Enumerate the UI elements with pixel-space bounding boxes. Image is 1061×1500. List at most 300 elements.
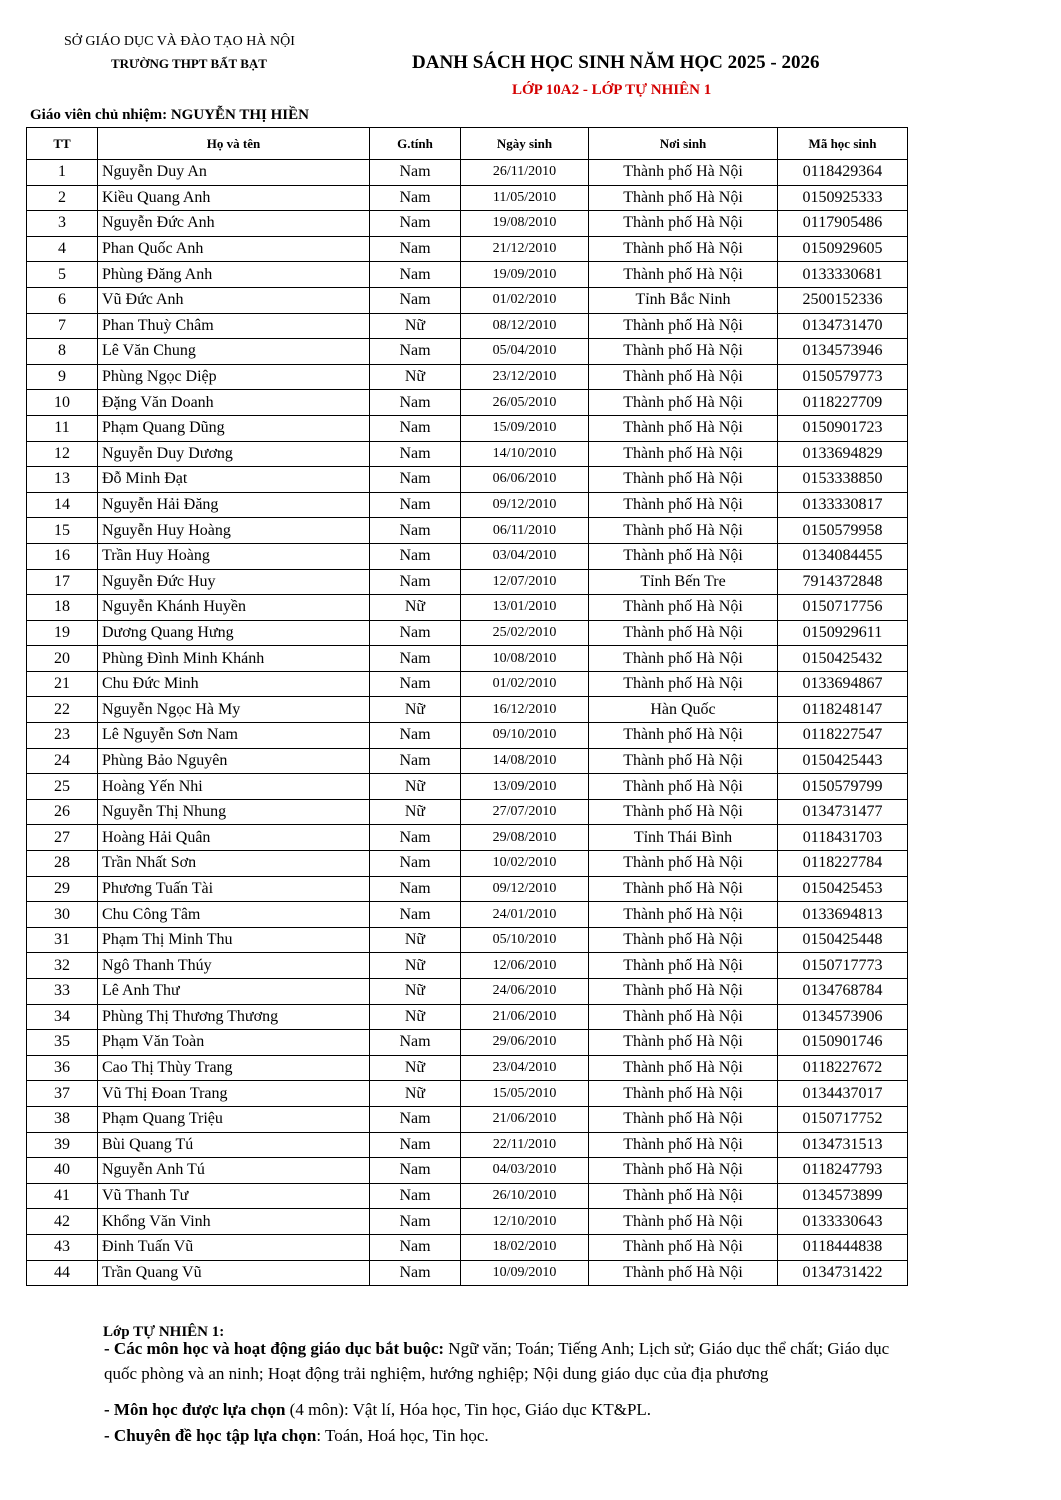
gender: Nam	[370, 902, 461, 928]
birth-date: 09/12/2010	[461, 876, 589, 902]
student-id: 0118227672	[778, 1055, 908, 1081]
table-row	[27, 595, 908, 621]
row-number: 44	[27, 1260, 98, 1286]
student-id: 0133694829	[778, 441, 908, 467]
compulsory-text: Ngữ văn; Toán; Tiếng Anh; Lịch sử; Giáo dục thể chất; Giáo dục quốc phòng và an ninh; Hoạt động trải nghiệm, hướng nghiệp; Nội dung giáo dục của địa phương	[104, 1339, 890, 1383]
birth-place: Hàn Quốc	[589, 697, 778, 723]
table-row	[27, 825, 908, 851]
table-row	[27, 185, 908, 211]
birth-date: 06/06/2010	[461, 467, 589, 493]
table-row	[27, 1132, 908, 1158]
gender: Nam	[370, 569, 461, 595]
table-row	[27, 415, 908, 441]
gender: Nữ	[370, 953, 461, 979]
class-subtitle: LỚP 10A2 - LỚP TỰ NHIÊN 1	[512, 82, 712, 98]
student-name: Phan Quốc Anh	[98, 236, 370, 262]
birth-place: Tỉnh Bắc Ninh	[589, 287, 778, 313]
birth-date: 16/12/2010	[461, 697, 589, 723]
row-number: 11	[27, 415, 98, 441]
student-name: Nguyễn Hải Đăng	[98, 492, 370, 518]
row-number: 32	[27, 953, 98, 979]
student-id: 0150929611	[778, 620, 908, 646]
row-number: 43	[27, 1234, 98, 1260]
student-name: Kiều Quang Anh	[98, 185, 370, 211]
column-header-birthplace: Nơi sinh	[589, 128, 778, 160]
birth-place: Thành phố Hà Nội	[589, 953, 778, 979]
row-number: 20	[27, 646, 98, 672]
student-name: Ngô Thanh Thúy	[98, 953, 370, 979]
student-id: 0150579773	[778, 364, 908, 390]
table-row	[27, 646, 908, 672]
student-id: 0134573906	[778, 1004, 908, 1030]
gender: Nam	[370, 1183, 461, 1209]
row-number: 42	[27, 1209, 98, 1235]
table-row	[27, 953, 908, 979]
birth-date: 26/11/2010	[461, 160, 589, 186]
birth-place: Thành phố Hà Nội	[589, 646, 778, 672]
notes-heading: Lớp TỰ NHIÊN 1:	[103, 1324, 225, 1340]
row-number: 26	[27, 799, 98, 825]
student-name: Phạm Quang Triệu	[98, 1106, 370, 1132]
table-row	[27, 287, 908, 313]
student-name: Nguyễn Đức Anh	[98, 211, 370, 237]
birth-date: 18/02/2010	[461, 1234, 589, 1260]
student-name: Lê Anh Thư	[98, 979, 370, 1005]
gender: Nam	[370, 1106, 461, 1132]
table-row	[27, 1081, 908, 1107]
student-id: 0150425443	[778, 748, 908, 774]
row-number: 37	[27, 1081, 98, 1107]
birth-place: Thành phố Hà Nội	[589, 160, 778, 186]
row-number: 36	[27, 1055, 98, 1081]
table-row	[27, 313, 908, 339]
row-number: 2	[27, 185, 98, 211]
table-row	[27, 518, 908, 544]
gender: Nữ	[370, 1081, 461, 1107]
gender: Nữ	[370, 799, 461, 825]
birth-date: 10/08/2010	[461, 646, 589, 672]
birth-place: Thành phố Hà Nội	[589, 876, 778, 902]
gender: Nữ	[370, 1004, 461, 1030]
gender: Nữ	[370, 364, 461, 390]
birth-place: Thành phố Hà Nội	[589, 467, 778, 493]
gender: Nữ	[370, 979, 461, 1005]
row-number: 29	[27, 876, 98, 902]
student-id: 0118444838	[778, 1234, 908, 1260]
row-number: 8	[27, 339, 98, 365]
student-id: 0150425432	[778, 646, 908, 672]
table-row	[27, 671, 908, 697]
student-name: Chu Đức Minh	[98, 671, 370, 697]
birth-date: 01/02/2010	[461, 287, 589, 313]
gender: Nam	[370, 160, 461, 186]
gender: Nam	[370, 467, 461, 493]
birth-date: 10/02/2010	[461, 851, 589, 877]
table-row	[27, 390, 908, 416]
table-row	[27, 902, 908, 928]
student-name: Nguyễn Thị Nhung	[98, 799, 370, 825]
student-name: Nguyễn Ngọc Hà My	[98, 697, 370, 723]
row-number: 1	[27, 160, 98, 186]
birth-date: 15/09/2010	[461, 415, 589, 441]
student-name: Dương Quang Hưng	[98, 620, 370, 646]
gender: Nam	[370, 211, 461, 237]
student-name: Khổng Văn Vinh	[98, 1209, 370, 1235]
row-number: 27	[27, 825, 98, 851]
gender: Nam	[370, 492, 461, 518]
birth-date: 23/04/2010	[461, 1055, 589, 1081]
birth-date: 26/05/2010	[461, 390, 589, 416]
student-id: 0134437017	[778, 1081, 908, 1107]
row-number: 30	[27, 902, 98, 928]
birth-date: 26/10/2010	[461, 1183, 589, 1209]
birth-date: 29/08/2010	[461, 825, 589, 851]
birth-date: 10/09/2010	[461, 1260, 589, 1286]
student-name: Vũ Thanh Tư	[98, 1183, 370, 1209]
birth-place: Thành phố Hà Nội	[589, 748, 778, 774]
row-number: 16	[27, 543, 98, 569]
gender: Nữ	[370, 774, 461, 800]
row-number: 33	[27, 979, 98, 1005]
birth-date: 09/10/2010	[461, 723, 589, 749]
student-name: Phùng Thị Thương Thương	[98, 1004, 370, 1030]
student-name: Đặng Văn Doanh	[98, 390, 370, 416]
student-name: Nguyễn Anh Tú	[98, 1158, 370, 1184]
birth-place: Thành phố Hà Nội	[589, 799, 778, 825]
table-row	[27, 236, 908, 262]
birth-date: 15/05/2010	[461, 1081, 589, 1107]
birth-place: Tỉnh Bến Tre	[589, 569, 778, 595]
gender: Nam	[370, 876, 461, 902]
document-title: DANH SÁCH HỌC SINH NĂM HỌC 2025 - 2026	[412, 52, 820, 73]
row-number: 23	[27, 723, 98, 749]
gender: Nam	[370, 1260, 461, 1286]
gender: Nam	[370, 415, 461, 441]
student-id: 0118227709	[778, 390, 908, 416]
student-name: Vũ Thị Đoan Trang	[98, 1081, 370, 1107]
compulsory-subjects	[104, 1336, 904, 1394]
gender: Nam	[370, 646, 461, 672]
table-row	[27, 364, 908, 390]
birth-place: Thành phố Hà Nội	[589, 1055, 778, 1081]
birth-date: 23/12/2010	[461, 364, 589, 390]
birth-place: Thành phố Hà Nội	[589, 1209, 778, 1235]
student-id: 0117905486	[778, 211, 908, 237]
table-row	[27, 1260, 908, 1286]
student-id: 0150425453	[778, 876, 908, 902]
gender: Nữ	[370, 313, 461, 339]
birth-place: Thành phố Hà Nội	[589, 1030, 778, 1056]
birth-date: 25/02/2010	[461, 620, 589, 646]
row-number: 19	[27, 620, 98, 646]
birth-date: 11/05/2010	[461, 185, 589, 211]
birth-place: Thành phố Hà Nội	[589, 211, 778, 237]
student-name: Đỗ Minh Đạt	[98, 467, 370, 493]
student-id: 0134573946	[778, 339, 908, 365]
birth-place: Thành phố Hà Nội	[589, 364, 778, 390]
student-name: Cao Thị Thùy Trang	[98, 1055, 370, 1081]
birth-place: Thành phố Hà Nội	[589, 1234, 778, 1260]
table-row	[27, 1158, 908, 1184]
birth-place: Thành phố Hà Nội	[589, 620, 778, 646]
row-number: 3	[27, 211, 98, 237]
gender: Nam	[370, 671, 461, 697]
row-number: 4	[27, 236, 98, 262]
student-id: 0118248147	[778, 697, 908, 723]
birth-place: Thành phố Hà Nội	[589, 1132, 778, 1158]
topics-label: - Chuyên đề học tập lựa chọn	[104, 1426, 317, 1445]
gender: Nam	[370, 339, 461, 365]
gender: Nam	[370, 236, 461, 262]
student-id: 0150717752	[778, 1106, 908, 1132]
student-name: Nguyễn Khánh Huyền	[98, 595, 370, 621]
student-id: 0133694867	[778, 671, 908, 697]
student-id: 0134768784	[778, 979, 908, 1005]
gender: Nam	[370, 1030, 461, 1056]
table-header-row	[27, 128, 908, 160]
row-number: 10	[27, 390, 98, 416]
birth-date: 21/06/2010	[461, 1004, 589, 1030]
birth-place: Thành phố Hà Nội	[589, 543, 778, 569]
student-table	[26, 127, 908, 1286]
birth-place: Thành phố Hà Nội	[589, 492, 778, 518]
birth-place: Thành phố Hà Nội	[589, 1158, 778, 1184]
table-row	[27, 723, 908, 749]
row-number: 24	[27, 748, 98, 774]
birth-place: Thành phố Hà Nội	[589, 671, 778, 697]
gender: Nam	[370, 851, 461, 877]
birth-date: 04/03/2010	[461, 1158, 589, 1184]
row-number: 41	[27, 1183, 98, 1209]
row-number: 5	[27, 262, 98, 288]
gender: Nam	[370, 262, 461, 288]
birth-date: 21/06/2010	[461, 1106, 589, 1132]
birth-place: Thành phố Hà Nội	[589, 1183, 778, 1209]
birth-date: 05/04/2010	[461, 339, 589, 365]
student-id: 0118227547	[778, 723, 908, 749]
birth-date: 14/10/2010	[461, 441, 589, 467]
student-name: Nguyễn Duy An	[98, 160, 370, 186]
table-row	[27, 748, 908, 774]
birth-date: 12/06/2010	[461, 953, 589, 979]
student-id: 0153338850	[778, 467, 908, 493]
table-row	[27, 467, 908, 493]
row-number: 34	[27, 1004, 98, 1030]
row-number: 31	[27, 927, 98, 953]
school-name: TRƯỜNG THPT BẤT BẠT	[111, 56, 267, 71]
birth-place: Thành phố Hà Nội	[589, 390, 778, 416]
birth-place: Thành phố Hà Nội	[589, 262, 778, 288]
table-row	[27, 799, 908, 825]
homeroom-teacher: Giáo viên chủ nhiệm: NGUYỄN THỊ HIỀN	[30, 107, 309, 123]
row-number: 39	[27, 1132, 98, 1158]
table-row	[27, 697, 908, 723]
student-name: Phùng Đình Minh Khánh	[98, 646, 370, 672]
table-row	[27, 1183, 908, 1209]
student-name: Chu Công Tâm	[98, 902, 370, 928]
elective-subjects	[104, 1400, 651, 1420]
table-row	[27, 774, 908, 800]
table-row	[27, 1055, 908, 1081]
gender: Nam	[370, 723, 461, 749]
gender: Nam	[370, 1209, 461, 1235]
birth-place: Thành phố Hà Nội	[589, 1106, 778, 1132]
student-id: 0134731470	[778, 313, 908, 339]
gender: Nam	[370, 390, 461, 416]
student-name: Nguyễn Đức Huy	[98, 569, 370, 595]
student-id: 0133330643	[778, 1209, 908, 1235]
student-name: Phạm Quang Dũng	[98, 415, 370, 441]
table-row	[27, 569, 908, 595]
gender: Nữ	[370, 595, 461, 621]
birth-place: Thành phố Hà Nội	[589, 723, 778, 749]
birth-date: 19/08/2010	[461, 211, 589, 237]
student-name: Lê Văn Chung	[98, 339, 370, 365]
birth-date: 22/11/2010	[461, 1132, 589, 1158]
birth-date: 09/12/2010	[461, 492, 589, 518]
column-header-tt: TT	[27, 128, 98, 160]
gender: Nam	[370, 518, 461, 544]
student-id: 0150901723	[778, 415, 908, 441]
elective-text: (4 môn): Vật lí, Hóa học, Tin học, Giáo dục KT&PL.	[285, 1400, 652, 1419]
student-id: 0134731477	[778, 799, 908, 825]
birth-date: 06/11/2010	[461, 518, 589, 544]
student-table-body	[27, 160, 908, 1286]
student-id: 0133330681	[778, 262, 908, 288]
table-row	[27, 979, 908, 1005]
gender: Nam	[370, 543, 461, 569]
birth-place: Thành phố Hà Nội	[589, 774, 778, 800]
table-row	[27, 927, 908, 953]
student-id: 0134573899	[778, 1183, 908, 1209]
birth-place: Thành phố Hà Nội	[589, 902, 778, 928]
student-id: 0134731422	[778, 1260, 908, 1286]
birth-place: Thành phố Hà Nội	[589, 236, 778, 262]
student-name: Phùng Ngọc Diệp	[98, 364, 370, 390]
student-id: 0118429364	[778, 160, 908, 186]
row-number: 13	[27, 467, 98, 493]
student-id: 0118431703	[778, 825, 908, 851]
student-name: Trần Huy Hoàng	[98, 543, 370, 569]
table-row	[27, 1004, 908, 1030]
gender: Nữ	[370, 1055, 461, 1081]
birth-date: 14/08/2010	[461, 748, 589, 774]
topics-text: : Toán, Hoá học, Tin học.	[316, 1426, 489, 1445]
student-id: 0150717773	[778, 953, 908, 979]
table-row	[27, 1030, 908, 1056]
gender: Nữ	[370, 697, 461, 723]
birth-date: 19/09/2010	[461, 262, 589, 288]
student-name: Phùng Bảo Nguyên	[98, 748, 370, 774]
column-header-student-id: Mã học sinh	[778, 128, 908, 160]
row-number: 14	[27, 492, 98, 518]
table-row	[27, 1106, 908, 1132]
student-name: Lê Nguyễn Sơn Nam	[98, 723, 370, 749]
birth-place: Thành phố Hà Nội	[589, 979, 778, 1005]
row-number: 22	[27, 697, 98, 723]
student-id: 0150579958	[778, 518, 908, 544]
table-row	[27, 1234, 908, 1260]
student-id: 0118247793	[778, 1158, 908, 1184]
student-name: Nguyễn Duy Dương	[98, 441, 370, 467]
table-row	[27, 160, 908, 186]
row-number: 17	[27, 569, 98, 595]
gender: Nam	[370, 1132, 461, 1158]
birth-date: 13/01/2010	[461, 595, 589, 621]
birth-place: Thành phố Hà Nội	[589, 441, 778, 467]
student-id: 0150901746	[778, 1030, 908, 1056]
birth-place: Thành phố Hà Nội	[589, 1260, 778, 1286]
table-row	[27, 876, 908, 902]
student-id: 0150929605	[778, 236, 908, 262]
birth-date: 29/06/2010	[461, 1030, 589, 1056]
table-row	[27, 1209, 908, 1235]
table-row	[27, 262, 908, 288]
student-name: Phùng Đăng Anh	[98, 262, 370, 288]
row-number: 12	[27, 441, 98, 467]
gender: Nam	[370, 620, 461, 646]
birth-date: 03/04/2010	[461, 543, 589, 569]
elective-topics	[104, 1426, 489, 1446]
birth-date: 24/01/2010	[461, 902, 589, 928]
student-id: 7914372848	[778, 569, 908, 595]
birth-date: 27/07/2010	[461, 799, 589, 825]
student-name: Phan Thuỳ Châm	[98, 313, 370, 339]
row-number: 25	[27, 774, 98, 800]
elective-label: - Môn học được lựa chọn	[104, 1400, 286, 1419]
student-name: Hoàng Yến Nhi	[98, 774, 370, 800]
student-id: 0134084455	[778, 543, 908, 569]
row-number: 7	[27, 313, 98, 339]
table-row	[27, 620, 908, 646]
birth-place: Tỉnh Thái Bình	[589, 825, 778, 851]
table-row	[27, 492, 908, 518]
birth-date: 08/12/2010	[461, 313, 589, 339]
gender: Nam	[370, 1234, 461, 1260]
birth-date: 01/02/2010	[461, 671, 589, 697]
gender: Nam	[370, 1158, 461, 1184]
birth-place: Thành phố Hà Nội	[589, 339, 778, 365]
student-id: 0150717756	[778, 595, 908, 621]
birth-date: 21/12/2010	[461, 236, 589, 262]
gender: Nam	[370, 287, 461, 313]
birth-place: Thành phố Hà Nội	[589, 1081, 778, 1107]
birth-date: 12/07/2010	[461, 569, 589, 595]
birth-place: Thành phố Hà Nội	[589, 851, 778, 877]
department-name: SỞ GIÁO DỤC VÀ ĐÀO TẠO HÀ NỘI	[64, 34, 295, 49]
row-number: 35	[27, 1030, 98, 1056]
gender: Nam	[370, 825, 461, 851]
gender: Nam	[370, 748, 461, 774]
row-number: 9	[27, 364, 98, 390]
row-number: 28	[27, 851, 98, 877]
birth-date: 12/10/2010	[461, 1209, 589, 1235]
student-id: 0133694813	[778, 902, 908, 928]
student-id: 2500152336	[778, 287, 908, 313]
table-row	[27, 851, 908, 877]
gender: Nữ	[370, 927, 461, 953]
column-header-birthdate: Ngày sinh	[461, 128, 589, 160]
student-id: 0118227784	[778, 851, 908, 877]
student-name: Phạm Văn Toàn	[98, 1030, 370, 1056]
birth-date: 13/09/2010	[461, 774, 589, 800]
student-id: 0133330817	[778, 492, 908, 518]
student-name: Vũ Đức Anh	[98, 287, 370, 313]
table-row	[27, 441, 908, 467]
birth-date: 05/10/2010	[461, 927, 589, 953]
compulsory-label: - Các môn học và hoạt động giáo dục bắt buộc:	[104, 1339, 445, 1358]
student-id: 0150925333	[778, 185, 908, 211]
